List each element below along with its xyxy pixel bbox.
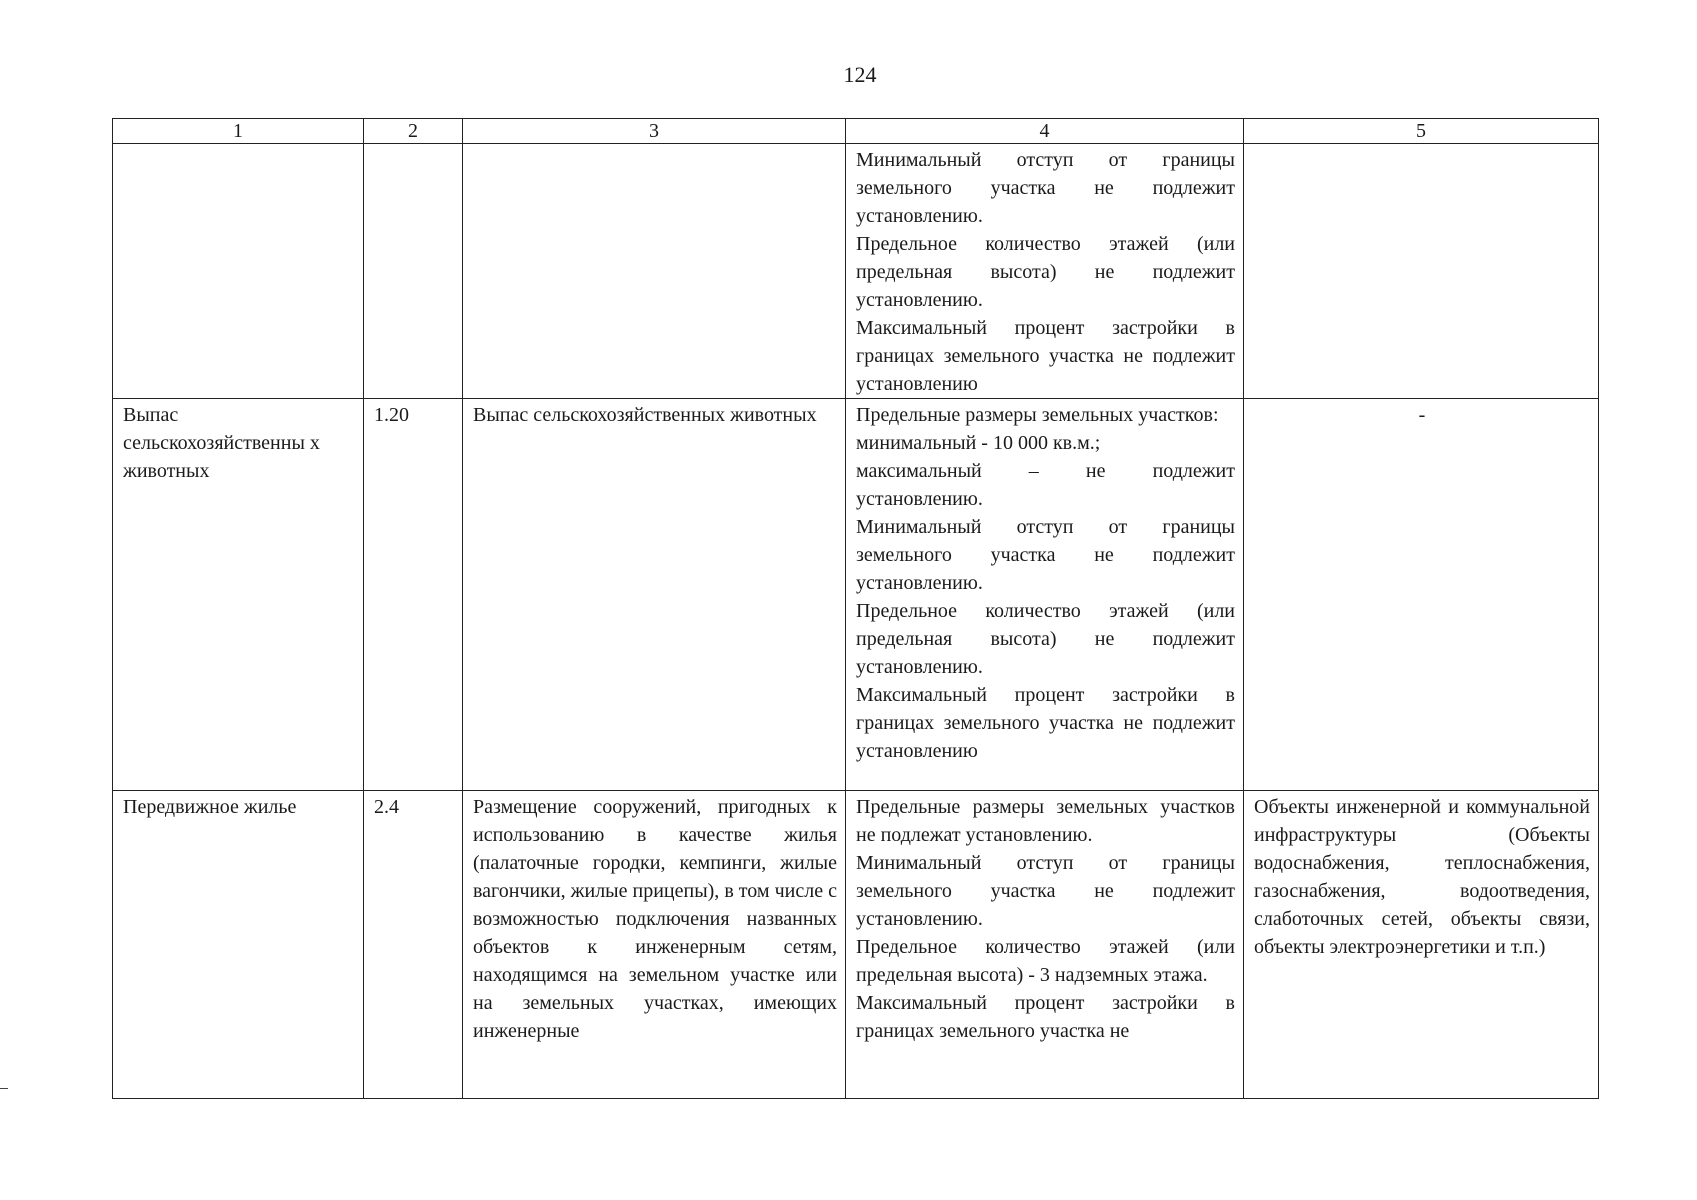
parameter-text: Минимальный отступ от границы земельного участка не подлежит установлению. bbox=[856, 852, 1235, 930]
use-type-name bbox=[113, 791, 364, 1099]
page-number: 124 bbox=[843, 62, 877, 87]
restrictions: - bbox=[1244, 399, 1599, 791]
parameter-text: Предельные размеры земельных участков: bbox=[856, 404, 1219, 426]
parameter-text: максимальный – не подлежит установлению. bbox=[856, 460, 1235, 510]
use-type-code: 1.20 bbox=[364, 399, 463, 791]
use-type-name bbox=[113, 399, 364, 791]
use-type-description-text: Размещение сооружений, пригодных к использованию в качестве жилья (палаточные городки, кемпинги, жилые вагончики, жилые прицепы), в том числе с возможностью подключения названных объектов к инженерным сетям, находящимся на земельном участке или на земельных участках, имеющих инженерные bbox=[473, 796, 837, 1042]
use-type-name-text: Выпас сельскохозяйственны х животных bbox=[123, 404, 320, 482]
use-type-code: 2.4 bbox=[364, 791, 463, 1099]
use-type-description bbox=[463, 791, 846, 1099]
scan-margin-mark bbox=[0, 1088, 8, 1089]
parameter-text: Предельные размеры земельных участков не подлежат установлению. bbox=[856, 796, 1235, 846]
use-type-name bbox=[113, 144, 364, 399]
parameter-text: Максимальный процент застройки в границах земельного участка не подлежит установлению bbox=[856, 684, 1235, 762]
table-row bbox=[113, 791, 1599, 1099]
parameter-text: минимальный - 10 000 кв.м.; bbox=[856, 432, 1101, 454]
use-type-name-text: Передвижное жилье bbox=[123, 796, 297, 818]
table-row bbox=[113, 144, 1599, 399]
header-col-3: 3 bbox=[463, 119, 846, 144]
land-use-regulations-table bbox=[112, 118, 1599, 1099]
header-col-5: 5 bbox=[1244, 119, 1599, 144]
header-col-1: 1 bbox=[113, 119, 364, 144]
header-col-4: 4 bbox=[846, 119, 1244, 144]
restrictions-text: Объекты инженерной и коммунальной инфраструктуры (Объекты водоснабжения, теплоснабжения, газоснабжения, водоотведения, слаботочных сетей, объекты связи, объекты электроэнергетики и т.п.) bbox=[1254, 796, 1590, 958]
header-col-2: 2 bbox=[364, 119, 463, 144]
construction-parameters bbox=[846, 399, 1244, 791]
table-row bbox=[113, 399, 1599, 791]
use-type-description bbox=[463, 144, 846, 399]
restrictions bbox=[1244, 791, 1599, 1099]
use-type-description bbox=[463, 399, 846, 791]
use-type-code bbox=[364, 144, 463, 399]
construction-parameters bbox=[846, 144, 1244, 399]
restrictions bbox=[1244, 144, 1599, 399]
use-type-description-text: Выпас сельскохозяйственных животных bbox=[473, 404, 817, 426]
construction-parameters bbox=[846, 791, 1244, 1099]
parameter-text: Предельное количество этажей (или предельная высота) не подлежит установлению. bbox=[856, 600, 1235, 678]
parameter-text: Предельное количество этажей (или предельная высота) - 3 надземных этажа. bbox=[856, 936, 1235, 986]
parameter-text: Максимальный процент застройки в границах земельного участка не подлежит установлению bbox=[856, 317, 1235, 395]
parameter-text: Минимальный отступ от границы земельного участка не подлежит установлению. bbox=[856, 149, 1235, 227]
table-header-row bbox=[113, 119, 1599, 144]
parameter-text: Предельное количество этажей (или предельная высота) не подлежит установлению. bbox=[856, 233, 1235, 311]
parameter-text: Минимальный отступ от границы земельного участка не подлежит установлению. bbox=[856, 516, 1235, 594]
parameter-text: Максимальный процент застройки в границах земельного участка не bbox=[856, 992, 1235, 1042]
